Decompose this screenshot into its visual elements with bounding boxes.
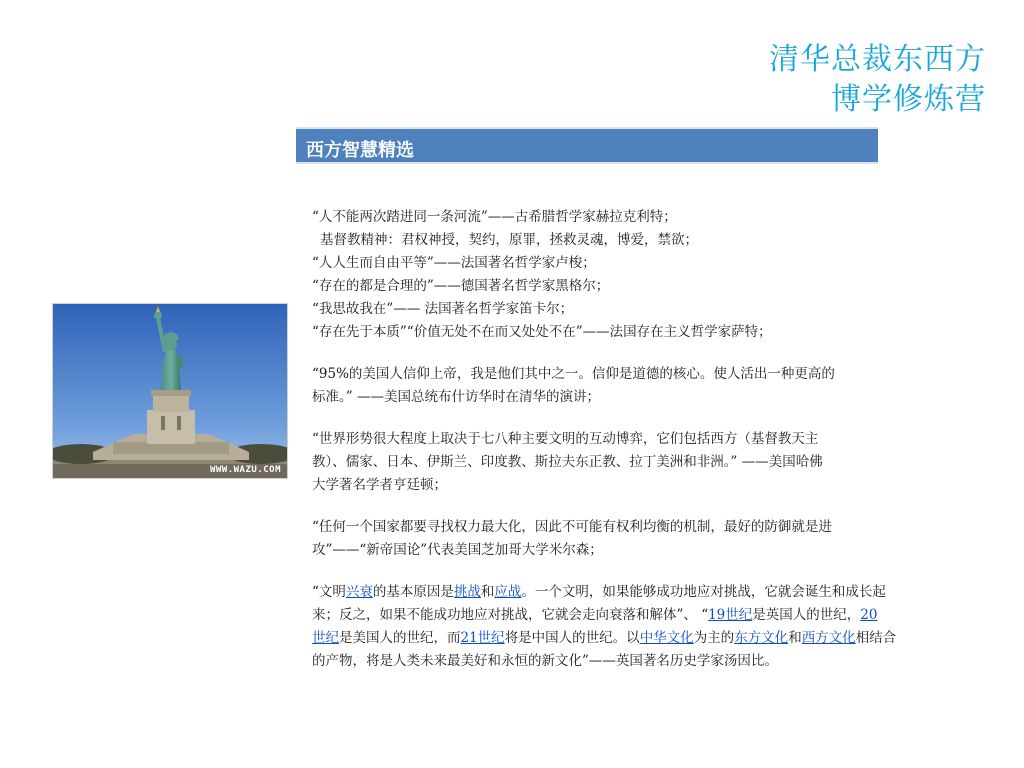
quote-toynbee-line2 <box>312 604 994 627</box>
link-20th-century-part1[interactable]: 20 <box>860 607 878 623</box>
link-19th-century[interactable]: 19世纪 <box>708 607 753 623</box>
quote-huntington-line1: “世界形势很大程度上取决于七八种主要文明的互动博弈，它们包括西方（基督教天主 <box>312 431 819 447</box>
link-eastern-culture[interactable]: 东方文化 <box>734 630 789 646</box>
link-rise-fall[interactable]: 兴衰 <box>345 584 373 600</box>
quote-rousseau: “人人生而自由平等”——法国著名哲学家卢梭； <box>312 255 596 271</box>
section-title: 西方智慧精选 <box>306 140 414 161</box>
text-span: 。一个文明，如果能够成功地应对挑战，它就会诞生和成长起 <box>521 584 886 600</box>
brand-title-line2: 博学修炼营 <box>831 82 986 117</box>
quote-toynbee-line3 <box>312 627 994 650</box>
quote-hegel: “存在的都是合理的”——德国著名哲学家黑格尔； <box>312 278 610 294</box>
quote-toynbee-line1 <box>312 581 994 604</box>
brand-title <box>769 40 986 120</box>
quote-mearsheimer-line1: “任何一个国家都要寻找权力最大化，因此不可能有权利均衡的机制，最好的防御就是进 <box>312 519 832 535</box>
quotes-content <box>312 206 994 673</box>
quote-toynbee-line4: 的产物，将是人类未来最美好和永恒的新文化”——英国著名历史学家汤因比。 <box>312 653 778 669</box>
quote-heraclitus: “人不能两次踏进同一条河流”——古希腊哲学家赫拉克利特； <box>312 209 677 225</box>
link-western-culture[interactable]: 西方文化 <box>801 630 856 646</box>
text-span: 和 <box>788 630 802 646</box>
text-span: 来；反之，如果不能成功地应对挑战，它就会走向衰落和解体”、 “ <box>312 607 709 623</box>
text-span: 将是中国人的世纪。以 <box>504 630 640 646</box>
section-header-bar <box>296 127 878 164</box>
text-span: 的基本原因是 <box>372 584 454 600</box>
quote-descartes: “我思故我在”—— 法国著名哲学家笛卡尔； <box>312 301 574 317</box>
text-span: 是美国人的世纪，而 <box>339 630 461 646</box>
quote-mearsheimer-line2: 攻”——“新帝国论”代表美国芝加哥大学米尔森； <box>312 542 603 558</box>
text-span: 相结合 <box>855 630 897 646</box>
link-chinese-culture[interactable]: 中华文化 <box>639 630 694 646</box>
quote-bush-line2: 标准。” ——美国总统布什访华时在清华的演讲； <box>312 389 600 405</box>
quote-christian-spirit: 基督教精神：君权神授，契约，原罪，拯救灵魂，博爱，禁欲； <box>320 232 698 248</box>
statue-of-liberty-illustration <box>53 304 288 479</box>
quote-huntington-line3: 大学著名学者亨廷顿； <box>312 477 447 493</box>
quote-huntington-line2: 教）、儒家、日本、伊斯兰、印度教、斯拉夫东正教、拉丁美洲和非洲。” ——美国哈佛 <box>312 454 823 470</box>
brand-title-line1: 清华总裁东西方 <box>769 42 986 77</box>
photo-watermark: WWW.WAZU.COM <box>209 465 281 475</box>
text-span: 是英国人的世纪， <box>752 607 861 623</box>
link-challenge[interactable]: 挑战 <box>453 584 481 600</box>
text-span: “文明 <box>312 584 346 600</box>
link-response[interactable]: 应战 <box>494 584 522 600</box>
link-20th-century-part2[interactable]: 世纪 <box>312 630 339 646</box>
text-span: 和 <box>480 584 495 600</box>
link-21st-century[interactable]: 21世纪 <box>460 630 505 646</box>
quote-bush-line1: “95%的美国人信仰上帝，我是他们其中之一。信仰是道德的核心。使人活出一种更高的 <box>312 366 835 382</box>
statue-of-liberty-photo <box>52 303 288 479</box>
quote-sartre: “存在先于本质”“价值无处不在而又处处不在”——法国存在主义哲学家萨特； <box>312 324 772 340</box>
text-span: 为主的 <box>693 630 735 646</box>
